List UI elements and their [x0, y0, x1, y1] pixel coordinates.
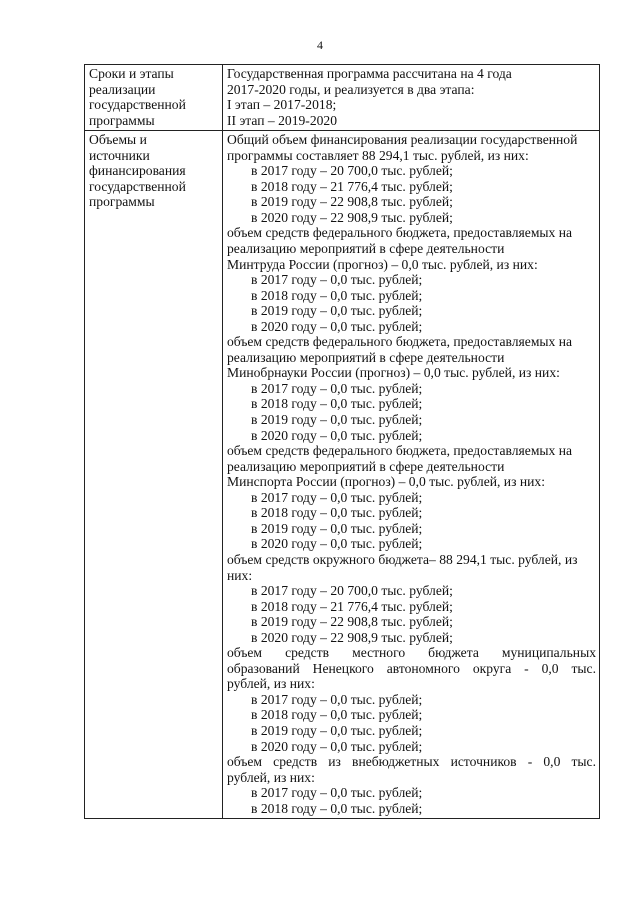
content-line: в 2017 году – 0,0 тыс. рублей; [251, 489, 423, 505]
content-line: в 2019 году – 22 908,8 тыс. рублей; [251, 194, 453, 210]
content-line: II этап – 2019-2020 [227, 112, 338, 128]
content-line: в 2018 году – 21 776,4 тыс. рублей; [251, 178, 453, 194]
content-line: в 2019 году – 0,0 тыс. рублей; [251, 722, 423, 738]
content-line: в 2020 году – 0,0 тыс. рублей; [251, 427, 423, 443]
table-row-funding [85, 131, 600, 819]
program-passport-table [84, 64, 600, 819]
content-line: Общий объем финансирования реализации государственной [227, 132, 578, 148]
row-label-line: финансирования [89, 163, 186, 179]
content-line: в 2018 году – 0,0 тыс. рублей; [251, 287, 423, 303]
content-line: в 2019 году – 0,0 тыс. рублей; [251, 520, 423, 536]
content-line: объем средств федерального бюджета, предоставляемых на [227, 225, 573, 241]
content-line: 2017-2020 годы, и реализуется в два этапа: [227, 81, 475, 97]
row-label-line: Сроки и этапы [89, 66, 174, 81]
page-number: 4 [317, 38, 323, 52]
content-line: объем средств из внебюджетных источников - 0,0 тыс. [227, 754, 596, 770]
content-line: Минобрнауки России (прогноз) – 0,0 тыс. рублей, из них: [227, 365, 560, 381]
content-line: в 2020 году – 0,0 тыс. рублей; [251, 318, 423, 334]
content-line: I этап – 2017-2018; [227, 97, 337, 113]
content-line: в 2019 году – 22 908,8 тыс. рублей; [251, 614, 453, 630]
content-line: в 2018 году – 21 776,4 тыс. рублей; [251, 598, 453, 614]
content-line: в 2017 году – 0,0 тыс. рублей; [251, 785, 423, 801]
content-line: Минтруда России (прогноз) – 0,0 тыс. рублей, из них: [227, 256, 538, 272]
content-line: в 2018 году – 0,0 тыс. рублей; [251, 800, 423, 816]
row-label-line: программы [89, 112, 155, 128]
content-line: них: [227, 567, 253, 583]
content-line: реализацию мероприятий в сфере деятельности [227, 349, 505, 365]
content-line: в 2017 году – 0,0 тыс. рублей; [251, 691, 423, 707]
content-line: в 2020 году – 22 908,9 тыс. рублей; [251, 209, 453, 225]
content-line: в 2017 году – 0,0 тыс. рублей; [251, 380, 423, 396]
content-line: реализацию мероприятий в сфере деятельности [227, 458, 505, 474]
content-line: в 2020 году – 0,0 тыс. рублей; [251, 738, 423, 754]
content-line: в 2019 году – 0,0 тыс. рублей; [251, 412, 423, 428]
content-line: в 2019 году – 0,0 тыс. рублей; [251, 303, 423, 319]
content-line: в 2018 году – 0,0 тыс. рублей; [251, 707, 423, 723]
content-line: Минспорта России (прогноз) – 0,0 тыс. рублей, из них: [227, 474, 545, 490]
content-line: объем средств федерального бюджета, предоставляемых на [227, 443, 573, 459]
content-line: в 2018 году – 0,0 тыс. рублей; [251, 505, 423, 521]
content-line: в 2018 году – 0,0 тыс. рублей; [251, 396, 423, 412]
content-line: программы составляет 88 294,1 тыс. рублей, из них: [227, 147, 529, 163]
content-line: в 2017 году – 0,0 тыс. рублей; [251, 272, 423, 288]
table-row-timeline [85, 65, 600, 131]
row-label-line: реализации [89, 81, 156, 97]
row-label-line: Объемы и [89, 132, 147, 148]
content-line: объем средств окружного бюджета– 88 294,1 тыс. рублей, из [227, 551, 578, 567]
content-line: в 2017 году – 20 700,0 тыс. рублей; [251, 163, 453, 179]
row-label-line: программы [89, 194, 155, 210]
content-line: рублей, из них: [227, 769, 315, 785]
content-line: в 2020 году – 22 908,9 тыс. рублей; [251, 629, 453, 645]
content-line: в 2017 году – 20 700,0 тыс. рублей; [251, 583, 453, 599]
row-label-line: государственной [89, 97, 186, 113]
row-label-line: государственной [89, 178, 186, 194]
content-line: объем средств федерального бюджета, предоставляемых на [227, 334, 573, 350]
content-line: образований Ненецкого автономного округа - 0,0 тыс. [227, 660, 596, 676]
content-line: в 2020 году – 0,0 тыс. рублей; [251, 536, 423, 552]
content-line: реализацию мероприятий в сфере деятельности [227, 241, 505, 257]
row-label-timeline [85, 65, 223, 131]
content-line: рублей, из них: [227, 676, 315, 692]
row-content-funding [223, 131, 600, 819]
content-line: Государственная программа рассчитана на 4 года [227, 66, 512, 81]
row-label-funding [85, 131, 223, 819]
row-label-line: источники [89, 147, 150, 163]
content-line: объем средств местного бюджета муниципальных [227, 645, 596, 661]
row-content-timeline [223, 65, 600, 131]
